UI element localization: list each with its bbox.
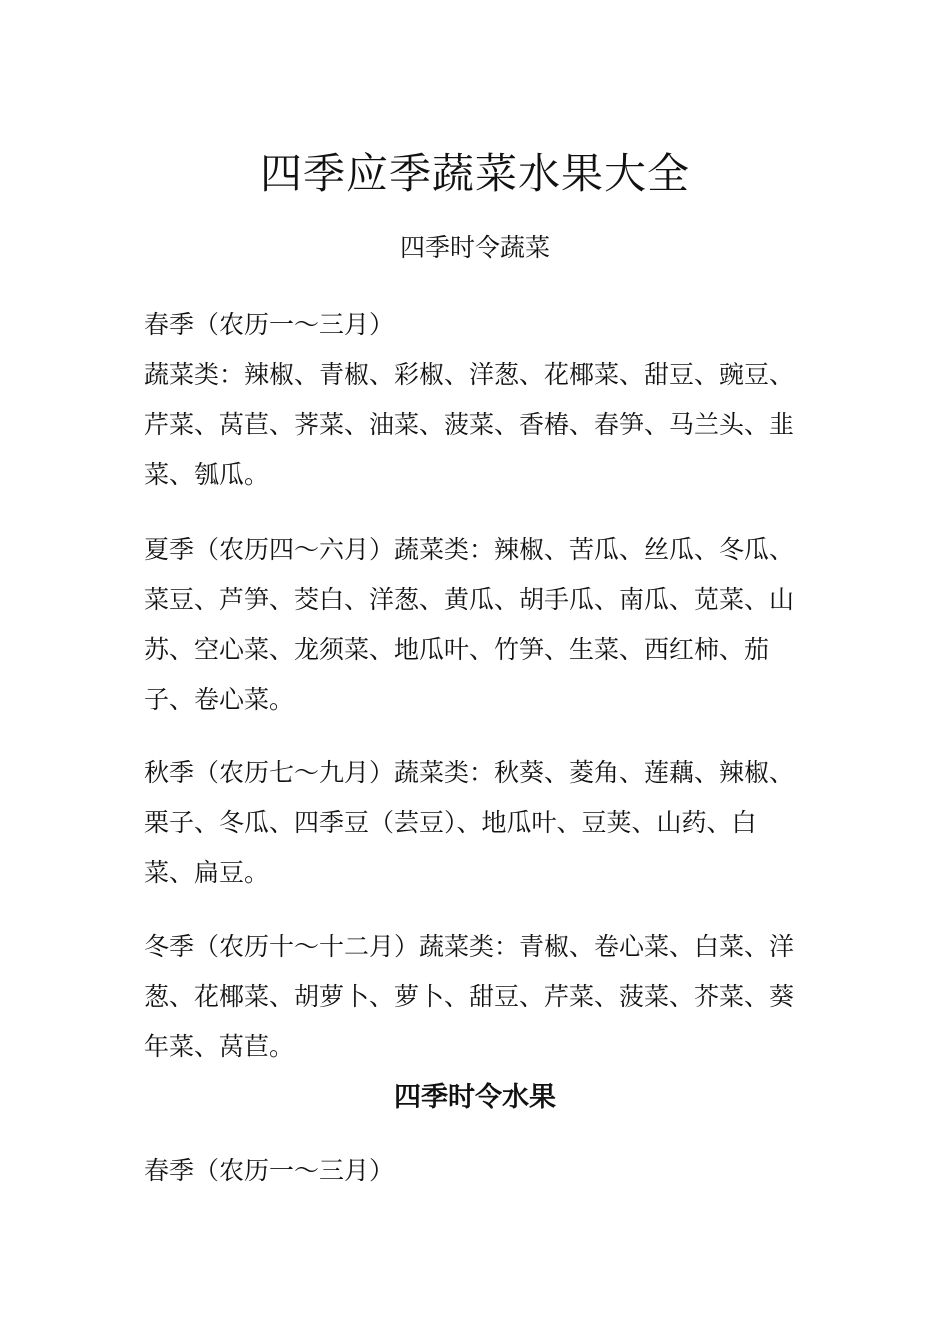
fruits-spring-label: 春季（农历一～三月） bbox=[144, 1156, 395, 1185]
vegetables-autumn-paragraph: 秋季（农历七～九月）蔬菜类：秋葵、菱角、莲藕、辣椒、栗子、冬瓜、四季豆（芸豆）、地瓜叶、豆荚、山药、白菜、扁豆。 bbox=[144, 758, 795, 887]
vegetables-winter-paragraph: 冬季（农历十～十二月）蔬菜类：青椒、卷心菜、白菜、洋葱、花椰菜、胡萝卜、萝卜、甜豆、芹菜、菠菜、芥菜、葵年菜、莴苣。 bbox=[144, 932, 795, 1061]
vegetables-spring-label: 春季（农历一～三月） bbox=[144, 310, 395, 339]
fruits-section-heading: 四季时令水果 bbox=[394, 1082, 556, 1113]
vegetables-spring-paragraph: 蔬菜类：辣椒、青椒、彩椒、洋葱、花椰菜、甜豆、豌豆、芹菜、莴苣、荠菜、油菜、菠菜、香椿、春笋、马兰头、韭菜、瓠瓜。 bbox=[144, 360, 795, 489]
vegetables-section-heading: 四季时令蔬菜 bbox=[399, 233, 550, 262]
vegetables-summer-paragraph: 夏季（农历四～六月）蔬菜类：辣椒、苦瓜、丝瓜、冬瓜、菜豆、芦笋、茭白、洋葱、黄瓜、胡手瓜、南瓜、苋菜、山苏、空心菜、龙须菜、地瓜叶、竹笋、生菜、西红柿、茄子、卷心菜。 bbox=[144, 535, 795, 714]
document-title: 四季应季蔬菜水果大全 bbox=[259, 149, 690, 198]
